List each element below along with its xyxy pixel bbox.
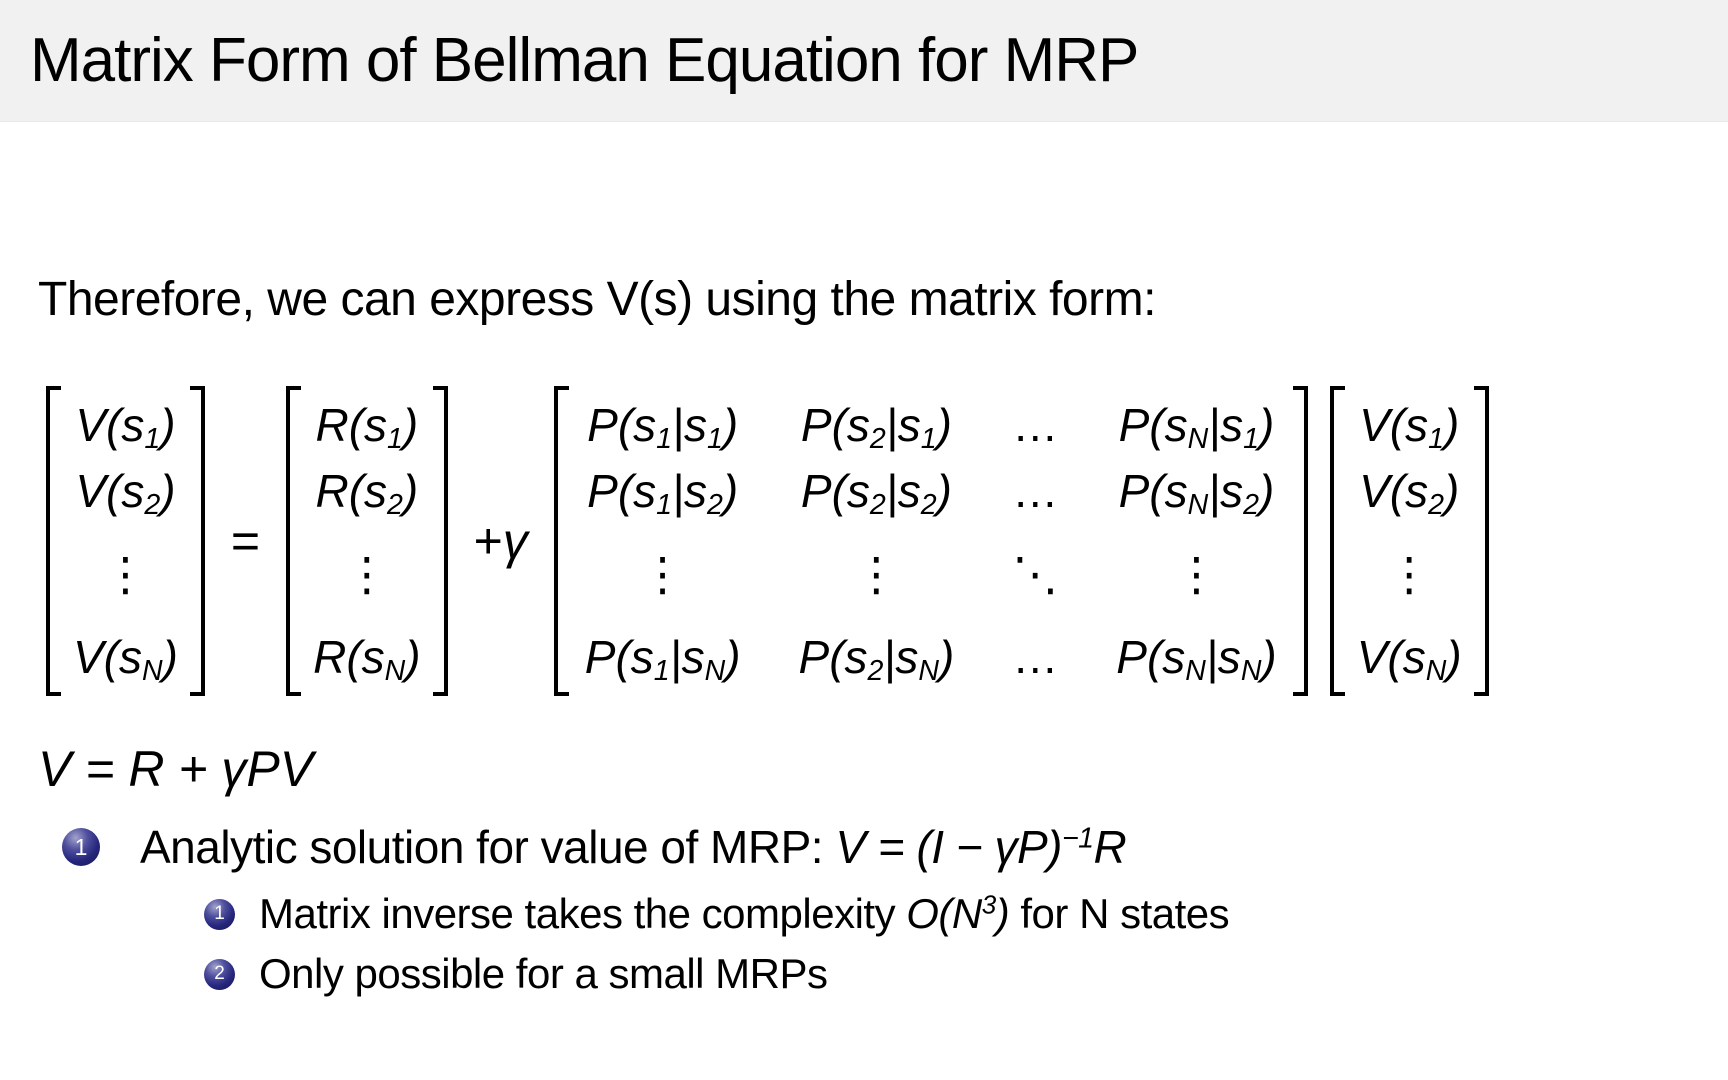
sub-list-item [204,890,1229,938]
vdots: ⋮ [102,548,149,600]
left-bracket [1330,386,1345,696]
matrix-cell: $P(s_1|s_1)$ [587,399,739,456]
matrix-cell: $P(s_2|s_1)$ [800,399,952,456]
list-item [62,820,1229,874]
subitem-text [259,890,1229,938]
matrix-cell: $P(s_2|s_N)$ [798,631,955,688]
right-bracket [1293,386,1308,696]
left-bracket [46,386,61,696]
gamma-symbol: γ [502,513,528,569]
matrix-cell: $P(s_N|s_1)$ [1118,399,1275,456]
item-text-plain: Analytic solution for value of MRP: [140,821,836,873]
matrix-cell: $V(s_1)$ [1359,399,1460,456]
subitem-number-badge: 1 [204,899,235,930]
v-vector-right [1330,386,1489,696]
subitem-text-before: Matrix inverse takes the complexity [259,890,907,937]
vdots: ⋮ [1173,548,1220,600]
item-math: $V = (I - \gamma P)^{-1}R$ [835,821,1127,873]
right-bracket [433,386,448,696]
plus-sign: + [473,513,503,569]
left-bracket [286,386,301,696]
sub-enumerate-list [204,890,1229,998]
vdots: ⋮ [639,548,686,600]
matrix-cell: $V(s_1)$ [75,399,176,456]
right-bracket [190,386,205,696]
matrix-cell: $V(s_N)$ [73,631,178,688]
matrix-cell: $P(s_1|s_N)$ [584,631,741,688]
slide-title-bar [0,0,1728,122]
matrix-cell: $R(s_N)$ [313,631,421,688]
cdots: … [1012,465,1059,517]
item-text [140,820,1126,874]
vdots: ⋮ [853,548,900,600]
bellman-matrix-equation [46,386,1489,696]
subitem-text [259,950,828,998]
compact-bellman-equation: V = R + γPV [38,741,314,797]
left-bracket [554,386,569,696]
equals-sign: = [230,513,261,569]
item-number-badge: 1 [62,828,100,866]
r-vector [286,386,447,696]
v-vector-left [46,386,205,696]
ddots: ⋱ [1012,548,1059,600]
matrix-cell: $P(s_1|s_2)$ [587,465,739,522]
matrix-cell: $R(s_2)$ [315,465,419,522]
matrix-cell: $P(s_2|s_2)$ [800,465,952,522]
sub-list-item [204,950,1229,998]
matrix-cell: $V(s_2)$ [75,465,176,522]
right-bracket [1474,386,1489,696]
slide-title: Matrix Form of Bellman Equation for MRP [30,26,1139,95]
cdots: … [1012,399,1059,451]
subitem-number-badge: 2 [204,959,235,990]
plus-gamma-operator [448,512,554,570]
subitem-text-before: Only possible for a small MRPs [259,950,828,997]
subitem-math: $O(N^3)$ [906,889,1010,937]
intro-text: Therefore, we can express V(s) using the matrix form: [38,273,1156,326]
subitem-text-after: for N states [1009,890,1230,937]
matrix-cell: $P(s_N|s_N)$ [1116,631,1277,688]
matrix-cell: $V(s_2)$ [1359,465,1460,522]
p-transition-matrix [554,386,1308,696]
matrix-cell: $P(s_N|s_2)$ [1118,465,1275,522]
vdots: ⋮ [1386,548,1433,600]
vdots: ⋮ [343,548,390,600]
enumerate-list [62,820,1229,1010]
cdots: … [1012,631,1059,683]
matrix-cell: $V(s_N)$ [1356,631,1462,688]
matrix-cell: $R(s_1)$ [315,399,419,456]
